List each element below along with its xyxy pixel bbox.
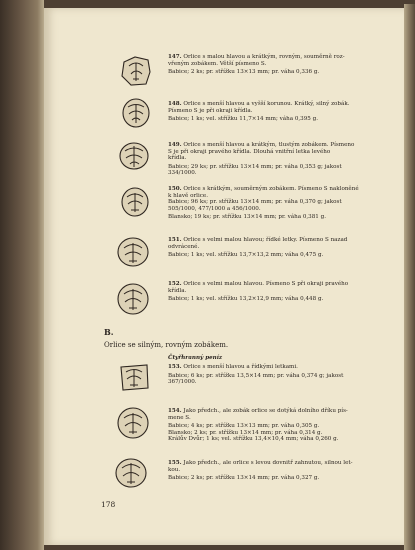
- entry-description: S je při okraji pravého křídla. Dlouhá vnitřní letka levého: [168, 148, 331, 155]
- entry-description: Jako předch., ale orlice s levou dovnitř zahnutou, silnou let-: [183, 460, 353, 466]
- entry-description: odvrácené.: [168, 243, 200, 250]
- catalog-entry-152: [168, 281, 384, 303]
- page-edge: [404, 4, 415, 550]
- entry-find: Babice; 1 ks; vel. střížku 13,2×12,9 mm; váha 0,448 g.: [168, 296, 324, 303]
- subsection-heading: Čtyřhranný peníz: [168, 355, 223, 361]
- coin-image-153: [117, 361, 151, 393]
- entry-find: Babice; 4 ks; pr. střížku 13×13 mm; pr. váha 0,305 g.: [168, 423, 320, 430]
- coin-image-147: [119, 54, 153, 88]
- entry-description: Orlice s velmi malou hlavou; řídké letky. Písmeno S nazad: [183, 237, 348, 243]
- coin-image-149: [118, 140, 150, 172]
- coin-image-154: [116, 406, 150, 440]
- entry-number: 150.: [168, 186, 182, 192]
- entry-description: kou.: [168, 466, 181, 473]
- page-number: 178: [101, 500, 116, 509]
- catalog-entry-149: [168, 142, 384, 177]
- coin-image-151: [116, 236, 150, 268]
- entry-find: 367/1000.: [168, 379, 197, 386]
- entry-number: 155.: [168, 460, 182, 466]
- entry-description: Orlice s menší hlavou a vyšší korunou. Krátký, silný zobák.: [183, 101, 350, 107]
- entry-find: Babice; 1 ks; vel. střížku 11,7×14 mm; váha 0,395 g.: [168, 116, 318, 123]
- catalog-entry-150: [168, 186, 384, 221]
- catalog-entry-154: [168, 408, 384, 443]
- entry-description: k hlavě orlice.: [168, 192, 208, 199]
- entry-description: Orlice s krátkým, souměrným zobákem. Písmeno S nakloněné: [183, 186, 359, 192]
- entry-number: 148.: [168, 101, 182, 107]
- section-title: Orlice se silným, rovným zobákem.: [104, 341, 229, 349]
- entry-number: 154.: [168, 408, 182, 414]
- entry-number: 149.: [168, 142, 182, 148]
- entry-description: Orlice s malou hlavou a krátkým, rovným, souměrně roz-: [183, 54, 345, 60]
- entry-description: Jako předch., ale zobák orlice se dotýká dolního dříku pís-: [183, 408, 348, 414]
- catalog-entry-153: [168, 364, 384, 386]
- catalog-entry-151: [168, 237, 384, 259]
- section-letter: B.: [104, 327, 114, 337]
- catalog-entry-147: [168, 54, 384, 76]
- entry-find: Blansko; 19 ks; pr. střížku 13×14 mm; pr. váha 0,381 g.: [168, 214, 326, 221]
- coin-image-150: [119, 186, 151, 218]
- catalog-entry-155: [168, 460, 384, 482]
- book-gutter: [0, 0, 44, 550]
- entry-description: křídla.: [168, 155, 187, 162]
- entry-number: 151.: [168, 237, 182, 243]
- entry-find: Babice; 29 ks; pr. střížku 13×14 mm; pr. váha 0,353 g; jakost: [168, 163, 342, 170]
- entry-number: 152.: [168, 281, 182, 287]
- entry-description: mene S.: [168, 414, 191, 421]
- coin-image-155: [114, 456, 148, 490]
- entry-find: 334/1000.: [168, 170, 197, 177]
- entry-description: Orlice s menší hlavou a krátkým, tlustým zobákem. Písmeno: [183, 142, 355, 148]
- entry-description: křídla.: [168, 287, 187, 294]
- entry-find: Babice; 1 ks; vel. střížku 13,7×13,2 mm; váha 0,475 g.: [168, 252, 324, 259]
- catalog-entry-148: [168, 101, 384, 123]
- entry-number: 153.: [168, 364, 182, 370]
- entry-find: Blansko; 2 ks; pr. střížku 13×14 mm; pr. váha 0,314 g.: [168, 429, 323, 436]
- coin-image-148: [120, 97, 152, 129]
- entry-number: 147.: [168, 54, 182, 60]
- entry-description: vřeným zobákem. Větší písmeno S.: [168, 60, 267, 67]
- entry-description: Orlice s menší hlavou a řídkými letkami.: [183, 364, 298, 370]
- entry-find: Babice; 6 ks; pr. střížku 13,5×14 mm; pr. váha 0,374 g; jakost: [168, 372, 344, 379]
- entry-find: Babice; 2 ks; pr. střížku 13×14 mm; pr. váha 0,327 g.: [168, 475, 320, 482]
- entry-find: Babice; 2 ks; pr. střížku 13×13 mm; pr. váha 0,336 g.: [168, 69, 320, 76]
- entry-find: Králův Dvůr; 1 ks; vel. střížku 13,4×10,4 mm; váha 0,260 g.: [168, 436, 339, 443]
- entry-find: 505/1000, 477/1000 a 456/1000.: [168, 205, 261, 212]
- coin-image-152: [116, 282, 150, 316]
- entry-description: Písmeno S je při okraji křídla.: [168, 107, 253, 114]
- entry-find: Babice; 96 ks; pr. střížku 13×14 mm; pr. váha 0,370 g; jakost: [168, 199, 342, 206]
- entry-description: Orlice s velmi malou hlavou. Písmeno S při okraji pravého: [183, 281, 349, 287]
